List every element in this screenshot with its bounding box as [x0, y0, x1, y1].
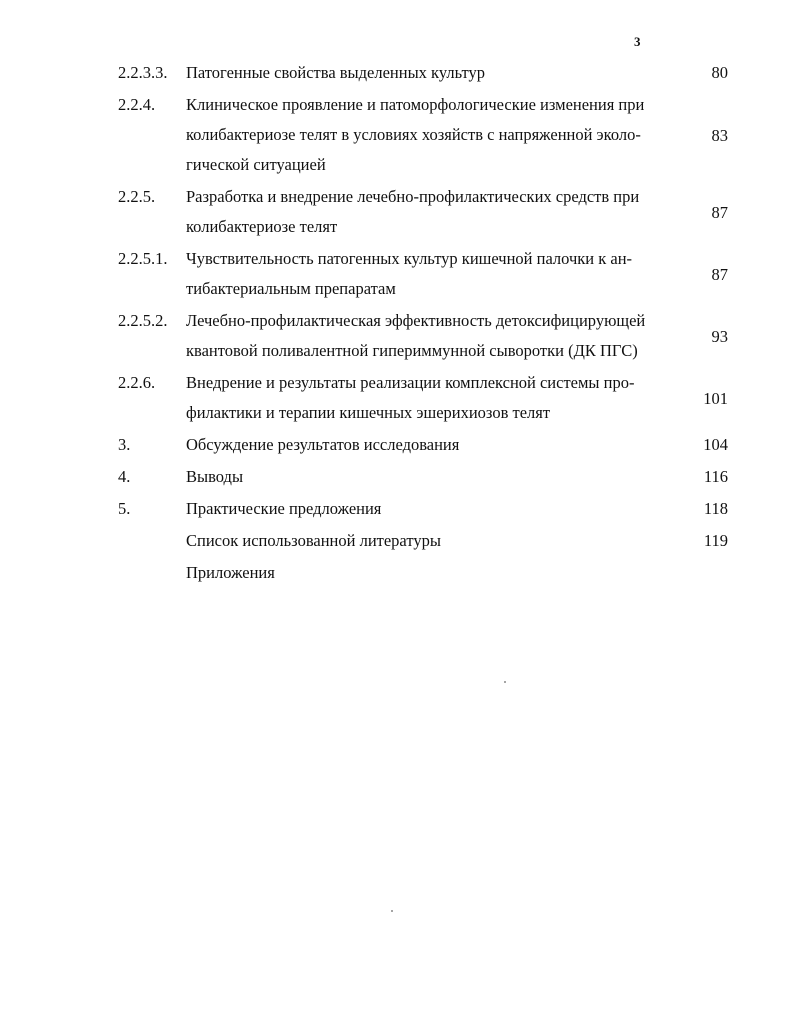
scan-speck: [391, 910, 393, 912]
toc-entry-title-line: Выводы: [186, 467, 244, 486]
toc-entry-page: 87: [711, 265, 728, 284]
toc-entry-title-line: тибактериальным препаратам: [186, 279, 396, 298]
table-of-contents: [0, 58, 792, 590]
toc-entry-title-line: Клиническое проявление и патоморфологические изменения при: [186, 95, 645, 114]
toc-entry-title: [186, 306, 682, 366]
toc-entry: [0, 462, 792, 494]
toc-entry-title: [186, 462, 682, 492]
toc-entry-title-line: Лечебно-профилактическая эффективность детоксифицирующей: [186, 311, 646, 330]
toc-entry-title: [186, 58, 682, 88]
toc-entry: [0, 244, 792, 306]
toc-entry-title-line: Список использованной литературы: [186, 531, 441, 550]
toc-entry-title-line: Разработка и внедрение лечебно-профилактических средств при: [186, 187, 640, 206]
toc-entry: [0, 306, 792, 368]
page-number: 3: [634, 34, 641, 49]
toc-entry-number: 2.2.5.2.: [118, 311, 168, 330]
toc-entry-title-line: Приложения: [186, 563, 275, 582]
toc-entry-number: 2.2.6.: [118, 373, 156, 392]
toc-entry-title: [186, 526, 682, 556]
toc-entry: [0, 182, 792, 244]
scan-speck: [504, 681, 506, 683]
toc-entry-title-line: филактики и терапии кишечных эшерихиозов телят: [186, 403, 551, 422]
toc-entry-number: 2.2.5.1.: [118, 249, 168, 268]
toc-entry-page: 80: [711, 63, 728, 82]
toc-entry: [0, 494, 792, 526]
toc-entry-title: [186, 558, 682, 588]
toc-entry-title: [186, 430, 682, 460]
toc-entry-page: 119: [703, 531, 728, 550]
toc-entry: [0, 368, 792, 430]
toc-entry-page: 104: [703, 435, 728, 454]
toc-entry: [0, 526, 792, 558]
toc-entry: [0, 558, 792, 590]
toc-entry-title-line: квантовой поливалентной гипериммунной сыворотки (ДК ПГС): [186, 341, 638, 360]
toc-entry-page: 93: [711, 327, 728, 346]
toc-entry: [0, 90, 792, 182]
toc-entry-number: 3.: [118, 435, 131, 454]
toc-entry-title: [186, 90, 682, 180]
toc-entry-number: 4.: [118, 467, 131, 486]
toc-entry-number: 2.2.3.3.: [118, 63, 168, 82]
toc-entry-title-line: Внедрение и результаты реализации комплексной системы про-: [186, 373, 635, 392]
toc-entry-title-line: Практические предложения: [186, 499, 382, 518]
toc-entry-title-line: гической ситуацией: [186, 155, 326, 174]
toc-entry-title-line: Патогенные свойства выделенных культур: [186, 63, 485, 82]
toc-entry: [0, 430, 792, 462]
toc-entry-page: 83: [711, 126, 728, 145]
toc-entry-number: 2.2.4.: [118, 95, 156, 114]
toc-entry-title-line: колибактериозе телят: [186, 217, 338, 236]
toc-entry-page: 101: [703, 389, 728, 408]
toc-entry-page: 118: [703, 499, 728, 518]
toc-entry-title: [186, 368, 682, 428]
toc-entry-number: 2.2.5.: [118, 187, 156, 206]
toc-entry-title: [186, 182, 682, 242]
toc-entry-title-line: Чувствительность патогенных культур кишечной палочки к ан-: [186, 249, 633, 268]
toc-entry-title: [186, 494, 682, 524]
toc-entry-title-line: Обсуждение результатов исследования: [186, 435, 460, 454]
toc-entry-page: 87: [711, 203, 728, 222]
toc-entry-page: 116: [703, 467, 728, 486]
toc-entry-title: [186, 244, 682, 304]
toc-entry-title-line: колибактериозе телят в условиях хозяйств с напряженной эколо-: [186, 125, 641, 144]
toc-entry: [0, 58, 792, 90]
toc-entry-number: 5.: [118, 499, 131, 518]
